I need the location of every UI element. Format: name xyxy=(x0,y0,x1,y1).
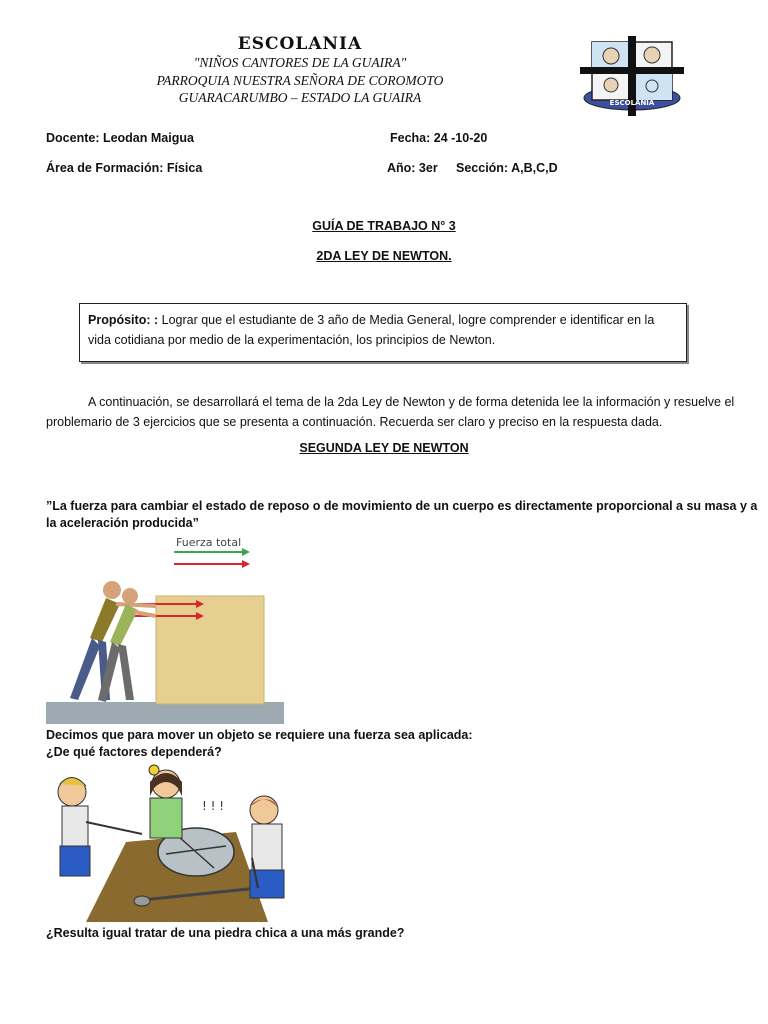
date-field: Fecha: 24 -10-20 xyxy=(390,131,488,145)
school-logo xyxy=(578,34,686,118)
school-parish: PARROQUIA NUESTRA SEÑORA DE COROMOTO xyxy=(156,73,444,88)
logo-text: ESCOLANIA xyxy=(609,99,655,107)
floor xyxy=(46,702,284,724)
purpose-box xyxy=(79,303,687,362)
heavy-box xyxy=(156,596,264,704)
school-motto: "NIÑOS CANTORES DE LA GUAIRA" xyxy=(193,55,407,70)
question-factors-line2: ¿De qué factores dependerá? xyxy=(46,745,222,759)
guide-title: GUÍA DE TRABAJO N° 3 xyxy=(312,219,456,233)
pushing-box-illustration xyxy=(46,534,286,724)
school-location: GUARACARUMBO – ESTADO LA GUAIRA xyxy=(178,90,422,105)
purpose-label: Propósito: : xyxy=(88,313,159,327)
year-field: Año: 3er xyxy=(387,161,438,175)
force-total-label: Fuerza total xyxy=(176,536,242,549)
teacher-field: Docente: Leodan Maigua xyxy=(46,131,194,145)
section-title: SEGUNDA LEY DE NEWTON xyxy=(299,441,469,455)
school-name: ESCOLANIA xyxy=(237,34,363,54)
subject-field: Área de Formación: Física xyxy=(46,161,203,175)
svg-text:! ! !: ! ! ! xyxy=(202,799,225,813)
purpose-text: Lograr que el estudiante de 3 año de Media General, logre comprender e identificar en la vida cotidiana por medio de la experimentación, los principios de Newton. xyxy=(88,313,655,347)
topic-title: 2DA LEY DE NEWTON. xyxy=(316,249,452,263)
section-field: Sección: A,B,C,D xyxy=(456,161,558,175)
question-rock-size: ¿Resulta igual tratar de una piedra chica a una más grande? xyxy=(46,926,405,940)
intro-paragraph: A continuación, se desarrollará el tema de la 2da Ley de Newton y de forma detenida lee la información y resuelve el problemario de 3 ejercicios que se presenta a continuación. Recuerda ser claro y preciso en la respuesta dada. xyxy=(46,395,735,429)
kids-moving-rock-illustration xyxy=(46,762,310,924)
question-factors-line1: Decimos que para mover un objeto se requiere una fuerza sea aplicada: xyxy=(46,728,473,742)
law-quote: ”La fuerza para cambiar el estado de reposo o de movimiento de un cuerpo es directamente proporcional a su masa y a la aceleración producida” xyxy=(46,499,758,530)
